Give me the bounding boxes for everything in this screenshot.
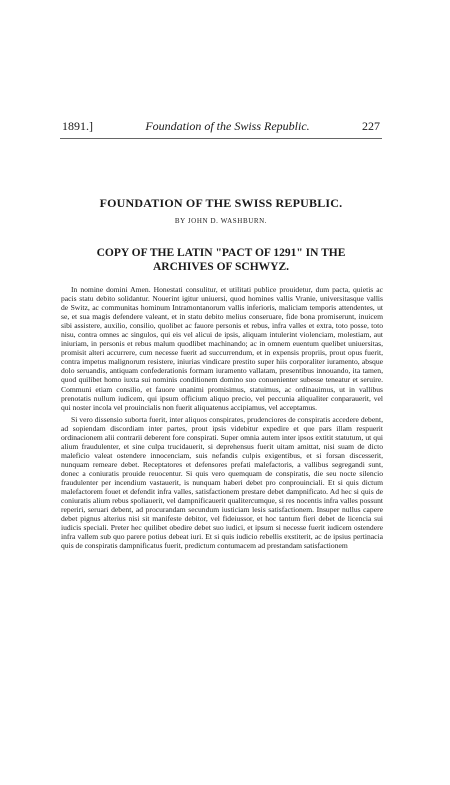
article-subtitle: COPY OF THE LATIN "PACT OF 1291" IN THE ARCHIVES OF SCHWYZ. [96, 247, 346, 273]
article-byline: BY JOHN D. WASHBURN. [174, 217, 268, 225]
header-page-number: 227 [361, 119, 380, 133]
article-title: FOUNDATION OF THE SWISS REPUBLIC. [99, 196, 343, 210]
article-body [61, 285, 383, 757]
body-paragraph: Si vero dissensio suborta fuerit, inter aliquos conspirates, prudenciores de conspiratis accedere debent, ad sopiendam discordiam inter partes, prout ipsis videbitur expedire et que pars illam respuerit ordinacionem alii contrarii deberent fore conspirati. Super omnia autem inter ipsos extitit statutum, ut qui alium fraudulenter, et sine culpa trucidauerit, si deprehensus fuerit uitam amittat, nisi suam de dicto maleficio valeat ostendere innocenciam, suis nefandis culpis exigentibus, et si forsan discesserit, nunquam remeare debet. Receptatores et defensores prefati malefactoris, a vallibus segregandi sunt, donec a coniuratis prouide reuocentur. Si quis vero quemquam de conspiratis, die seu nocte silencio fraudulenter per incendium vastauerit, is nunquam haberi debet pro conprouinciali. Et si quis dictum malefactorem fouet et defendit infra valles, satisfactionem prestare debet dampnificato. Ad hec si quis de coniuratis alium rebus spoliauerit, vel dampnificauerit qualitercumque, si res nocentis infra valles possunt reperiri, seruari debent, ad procurandam secundum iusticiam lesis satisfactionem. Insuper nullus capere debet pignus alterius nisi sit manifeste debitor, vel fideiussor, et hoc tantum fieri debet de licencia sui iudicis speciali. Preter hec quilibet obedire debet suo iudici, et ipsum si necesse fuerit iudicem ostendere infra vallem sub quo parere potius debeat iuri. Et si quis iudicio rebellis exstiterit, ac de ipsius pertinacia quis de conspiratis dampnificatus fuerit, predictum contumacem ad prestandam satisfactionem [61, 414, 383, 551]
header-rule [60, 138, 382, 139]
running-header [62, 119, 380, 135]
header-running-title: Foundation of the Swiss Republic. [145, 119, 310, 133]
body-paragraph: In nomine domini Amen. Honestati consulitur, et utilitati publice prouidetur, dum pacta, quietis ac pacis statu debito solidantur. Nouerint igitur uniuersi, quod homines vallis Vranie, universitasque vallis de Switz, ac communitas hominum Intramontanorum vallis inferioris, maliciam temporis attendentes, ut se, et sua magis defendere valeant, et in statu debito melius conseruare, fide bona promiserunt, inuicem sibi assistere, auxilio, consilio, quolibet ac fauore personis et rebus, infra valles et extra, toto posse, toto nisu, contra omnes ac singulos, qui eis vel alicui de ipsis, aliquam intulerint violenciam, molestiam, aut iniuriam, in personis et rebus malum quodlibet machinando; ac in omnem euentum quelibet uniuersitas, promisit alteri accurrere, cum necesse fuerit ad succurrendum, et in expensis propriis, prout opus fuerit, contra impetus malignorum resistere, iniurias vindicare prestito super hiis corporaliter iuramento, absque dolo seruandis, antiquam confederationis formam iuramento vallatam, presentibus innouando, ita tamen, quod quilibet homo iuxta sui nominis conditionem domino suo conuenienter subesse teneatur et seruire. Communi etiam consilio, et fauore unanimi promisimus, statuimus, ac ordinauimus, ut in vallibus prenotatis nullum iudicem, qui ipsum officium aliquo precio, vel peccunia aliqualiter conparauerit, vel qui noster incola vel prouincialis non fuerit aliquatenus accipiamus, vel acceptamus. [61, 285, 383, 412]
header-year: 1891.] [62, 119, 93, 133]
